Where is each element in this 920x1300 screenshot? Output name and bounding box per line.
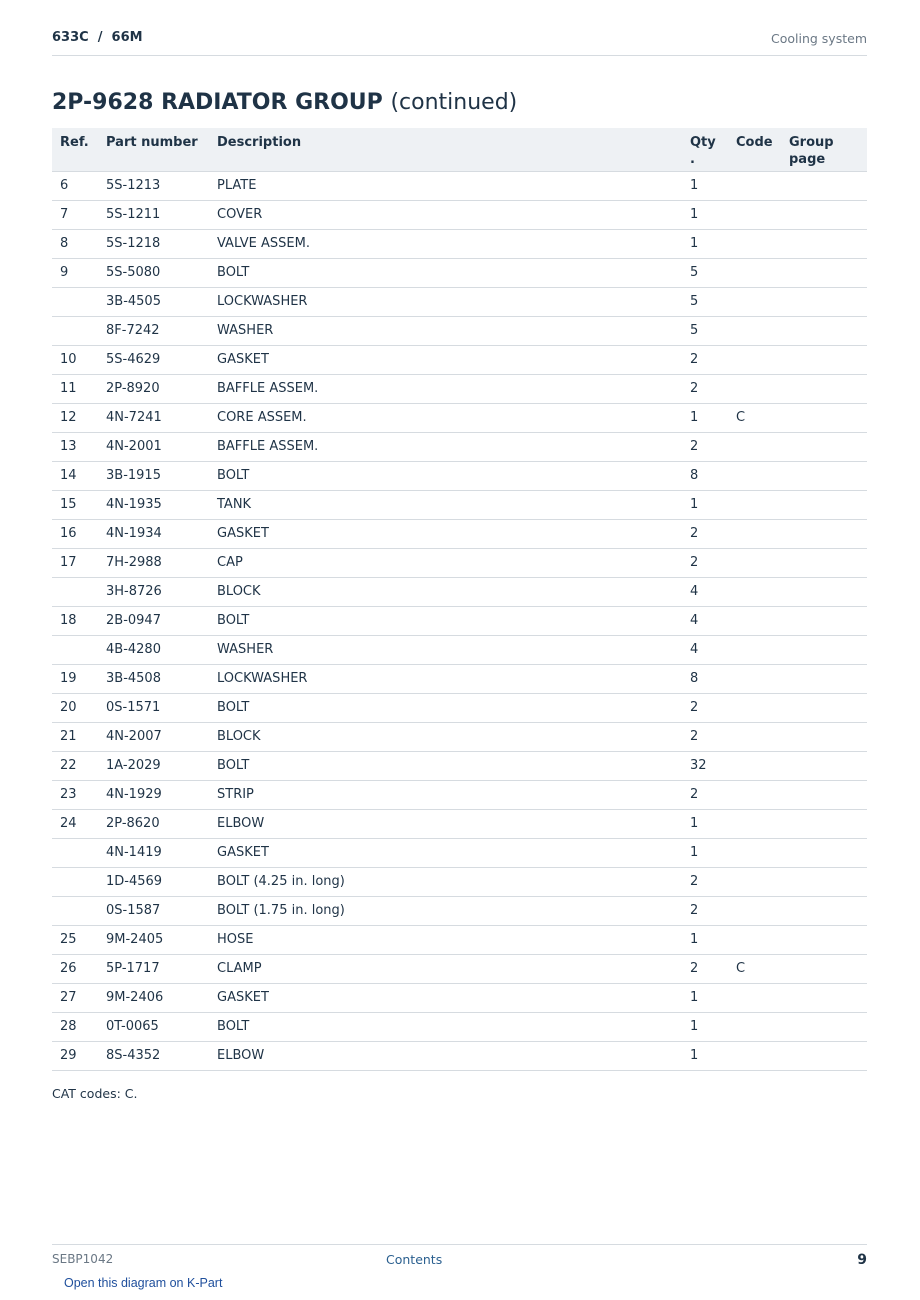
cell-description: BAFFLE ASSEM. xyxy=(209,374,682,403)
cell-ref: 10 xyxy=(52,345,98,374)
cell-qty: 1 xyxy=(682,983,728,1012)
cell-code xyxy=(728,577,781,606)
cell-code xyxy=(728,780,781,809)
cell-ref xyxy=(52,287,98,316)
cell-qty: 1 xyxy=(682,171,728,200)
cell-group-page xyxy=(781,316,867,345)
cell-part-number: 3B-4508 xyxy=(98,664,209,693)
cell-code xyxy=(728,809,781,838)
page-header xyxy=(52,26,867,56)
cell-part-number: 4N-7241 xyxy=(98,403,209,432)
cell-group-page xyxy=(781,461,867,490)
cell-ref: 14 xyxy=(52,461,98,490)
cell-ref: 20 xyxy=(52,693,98,722)
cell-part-number: 3B-4505 xyxy=(98,287,209,316)
table-row xyxy=(52,258,867,287)
cell-description: CAP xyxy=(209,548,682,577)
parts-table-body xyxy=(52,171,867,1070)
cell-ref: 19 xyxy=(52,664,98,693)
cell-qty: 2 xyxy=(682,374,728,403)
cell-code xyxy=(728,1012,781,1041)
cell-group-page xyxy=(781,780,867,809)
cell-code xyxy=(728,751,781,780)
cell-qty: 1 xyxy=(682,229,728,258)
cell-ref xyxy=(52,896,98,925)
cell-qty: 1 xyxy=(682,1012,728,1041)
cell-qty: 5 xyxy=(682,287,728,316)
cell-qty: 2 xyxy=(682,780,728,809)
cell-part-number: 5S-4629 xyxy=(98,345,209,374)
table-row xyxy=(52,345,867,374)
cell-description: BOLT xyxy=(209,258,682,287)
cell-description: BOLT xyxy=(209,461,682,490)
cell-part-number: 5S-1213 xyxy=(98,171,209,200)
cell-description: TANK xyxy=(209,490,682,519)
cell-group-page xyxy=(781,896,867,925)
table-row xyxy=(52,316,867,345)
table-row xyxy=(52,838,867,867)
col-header-description: Description xyxy=(209,128,682,171)
cell-group-page xyxy=(781,577,867,606)
cell-description: ELBOW xyxy=(209,809,682,838)
cell-group-page xyxy=(781,664,867,693)
cell-description: VALVE ASSEM. xyxy=(209,229,682,258)
cell-description: COVER xyxy=(209,200,682,229)
cell-group-page xyxy=(781,519,867,548)
cell-part-number: 8F-7242 xyxy=(98,316,209,345)
cell-code xyxy=(728,722,781,751)
cell-group-page xyxy=(781,432,867,461)
cell-part-number: 2P-8920 xyxy=(98,374,209,403)
document-id: SEBP1042 xyxy=(52,1252,114,1266)
cell-description: STRIP xyxy=(209,780,682,809)
cell-ref: 11 xyxy=(52,374,98,403)
cell-qty: 8 xyxy=(682,664,728,693)
cell-group-page xyxy=(781,345,867,374)
cell-description: GASKET xyxy=(209,345,682,374)
col-header-code: Code xyxy=(728,128,781,171)
cell-ref xyxy=(52,635,98,664)
cell-ref: 12 xyxy=(52,403,98,432)
cell-group-page xyxy=(781,1012,867,1041)
cell-code xyxy=(728,1041,781,1070)
cell-ref: 22 xyxy=(52,751,98,780)
col-header-qty xyxy=(682,128,728,171)
table-row xyxy=(52,432,867,461)
cell-part-number: 4B-4280 xyxy=(98,635,209,664)
page-title xyxy=(52,89,517,117)
cell-part-number: 8S-4352 xyxy=(98,1041,209,1070)
cell-code xyxy=(728,983,781,1012)
continued-label: (continued) xyxy=(390,90,518,115)
cell-qty: 1 xyxy=(682,490,728,519)
cell-code xyxy=(728,287,781,316)
cat-codes-note: CAT codes: C. xyxy=(52,1086,138,1101)
table-row xyxy=(52,983,867,1012)
cell-code xyxy=(728,896,781,925)
cell-part-number: 4N-1934 xyxy=(98,519,209,548)
cell-ref: 24 xyxy=(52,809,98,838)
cell-ref xyxy=(52,577,98,606)
table-row xyxy=(52,809,867,838)
cell-qty: 2 xyxy=(682,519,728,548)
cell-group-page xyxy=(781,693,867,722)
cell-description: GASKET xyxy=(209,519,682,548)
cell-qty: 2 xyxy=(682,954,728,983)
cell-code xyxy=(728,838,781,867)
cell-part-number: 5S-1211 xyxy=(98,200,209,229)
cell-qty: 5 xyxy=(682,316,728,345)
cell-description: WASHER xyxy=(209,635,682,664)
cell-ref: 13 xyxy=(52,432,98,461)
cell-part-number: 4N-1935 xyxy=(98,490,209,519)
cell-group-page xyxy=(781,722,867,751)
table-row xyxy=(52,374,867,403)
cell-description: BOLT xyxy=(209,693,682,722)
group-title: 2P-9628 RADIATOR GROUP xyxy=(52,90,383,115)
cell-code: C xyxy=(728,954,781,983)
table-row xyxy=(52,867,867,896)
cell-qty: 2 xyxy=(682,896,728,925)
cell-group-page xyxy=(781,809,867,838)
col-header-part-number: Part number xyxy=(98,128,209,171)
cell-ref: 18 xyxy=(52,606,98,635)
cell-group-page xyxy=(781,983,867,1012)
cell-qty: 2 xyxy=(682,432,728,461)
contents-link[interactable]: Contents xyxy=(386,1252,443,1267)
cell-ref: 26 xyxy=(52,954,98,983)
table-row xyxy=(52,171,867,200)
cell-ref: 9 xyxy=(52,258,98,287)
cell-part-number: 0S-1587 xyxy=(98,896,209,925)
cell-qty: 32 xyxy=(682,751,728,780)
cell-group-page xyxy=(781,954,867,983)
table-row xyxy=(52,1041,867,1070)
cell-description: PLATE xyxy=(209,171,682,200)
table-row xyxy=(52,954,867,983)
cell-code xyxy=(728,490,781,519)
cell-qty: 1 xyxy=(682,838,728,867)
cell-ref: 29 xyxy=(52,1041,98,1070)
footer-divider xyxy=(52,1244,867,1245)
cell-code xyxy=(728,519,781,548)
cell-code xyxy=(728,867,781,896)
table-row xyxy=(52,403,867,432)
cell-group-page xyxy=(781,925,867,954)
cell-group-page xyxy=(781,171,867,200)
cell-part-number: 1D-4569 xyxy=(98,867,209,896)
cell-code xyxy=(728,258,781,287)
table-row xyxy=(52,664,867,693)
cell-description: ELBOW xyxy=(209,1041,682,1070)
cell-ref: 28 xyxy=(52,1012,98,1041)
cell-description: GASKET xyxy=(209,983,682,1012)
table-header-row xyxy=(52,128,867,171)
cell-group-page xyxy=(781,229,867,258)
table-row xyxy=(52,635,867,664)
cell-part-number: 3H-8726 xyxy=(98,577,209,606)
cell-ref xyxy=(52,867,98,896)
cell-code xyxy=(728,548,781,577)
cell-description: CLAMP xyxy=(209,954,682,983)
cell-code xyxy=(728,316,781,345)
cell-code xyxy=(728,229,781,258)
cell-code xyxy=(728,345,781,374)
table-row xyxy=(52,722,867,751)
cell-qty: 5 xyxy=(682,258,728,287)
cell-description: GASKET xyxy=(209,838,682,867)
cell-ref: 17 xyxy=(52,548,98,577)
cell-part-number: 9M-2405 xyxy=(98,925,209,954)
cell-group-page xyxy=(781,548,867,577)
cell-ref: 21 xyxy=(52,722,98,751)
page-number: 9 xyxy=(857,1252,867,1268)
cell-group-page xyxy=(781,1041,867,1070)
table-row xyxy=(52,519,867,548)
table-row xyxy=(52,287,867,316)
table-row xyxy=(52,1012,867,1041)
cell-ref: 8 xyxy=(52,229,98,258)
cell-qty: 4 xyxy=(682,577,728,606)
cell-ref xyxy=(52,316,98,345)
cell-description: BOLT (4.25 in. long) xyxy=(209,867,682,896)
section-label: Cooling system xyxy=(771,31,867,46)
cell-group-page xyxy=(781,606,867,635)
cell-group-page xyxy=(781,258,867,287)
cell-code xyxy=(728,925,781,954)
cell-description: BAFFLE ASSEM. xyxy=(209,432,682,461)
cell-description: BOLT xyxy=(209,606,682,635)
cell-part-number: 4N-1929 xyxy=(98,780,209,809)
cell-ref xyxy=(52,838,98,867)
cell-part-number: 4N-2001 xyxy=(98,432,209,461)
open-kpart-link[interactable]: Open this diagram on K-Part xyxy=(64,1276,223,1290)
cell-part-number: 5P-1717 xyxy=(98,954,209,983)
cell-group-page xyxy=(781,635,867,664)
cell-ref: 6 xyxy=(52,171,98,200)
cell-part-number: 5S-1218 xyxy=(98,229,209,258)
cell-description: BLOCK xyxy=(209,722,682,751)
cell-code xyxy=(728,374,781,403)
cell-description: BOLT xyxy=(209,1012,682,1041)
cell-code xyxy=(728,664,781,693)
table-row xyxy=(52,751,867,780)
cell-part-number: 0T-0065 xyxy=(98,1012,209,1041)
table-row xyxy=(52,577,867,606)
table-row xyxy=(52,606,867,635)
col-header-ref: Ref. xyxy=(52,128,98,171)
cell-qty: 2 xyxy=(682,693,728,722)
cell-code xyxy=(728,171,781,200)
cell-part-number: 4N-2007 xyxy=(98,722,209,751)
cell-part-number: 2B-0947 xyxy=(98,606,209,635)
cell-part-number: 9M-2406 xyxy=(98,983,209,1012)
cell-code xyxy=(728,635,781,664)
cell-part-number: 5S-5080 xyxy=(98,258,209,287)
cell-qty: 1 xyxy=(682,809,728,838)
cell-code xyxy=(728,200,781,229)
cell-code xyxy=(728,606,781,635)
cell-part-number: 7H-2988 xyxy=(98,548,209,577)
table-row xyxy=(52,490,867,519)
cell-qty: 1 xyxy=(682,200,728,229)
cell-qty: 1 xyxy=(682,403,728,432)
cell-qty: 2 xyxy=(682,722,728,751)
col-header-qty-part: . xyxy=(690,152,695,167)
col-header-group-page: Group page xyxy=(781,128,867,171)
cell-code xyxy=(728,693,781,722)
cell-code: C xyxy=(728,403,781,432)
cell-ref: 25 xyxy=(52,925,98,954)
cell-description: LOCKWASHER xyxy=(209,287,682,316)
cell-part-number: 4N-1419 xyxy=(98,838,209,867)
cell-part-number: 1A-2029 xyxy=(98,751,209,780)
cell-qty: 4 xyxy=(682,606,728,635)
cell-group-page xyxy=(781,403,867,432)
cell-qty: 1 xyxy=(682,1041,728,1070)
cell-ref: 7 xyxy=(52,200,98,229)
cell-group-page xyxy=(781,490,867,519)
table-row xyxy=(52,693,867,722)
cell-description: HOSE xyxy=(209,925,682,954)
table-row xyxy=(52,896,867,925)
cell-ref: 15 xyxy=(52,490,98,519)
table-row xyxy=(52,229,867,258)
cell-description: BOLT xyxy=(209,751,682,780)
cell-code xyxy=(728,432,781,461)
parts-table xyxy=(52,128,867,1071)
cell-code xyxy=(728,461,781,490)
table-row xyxy=(52,925,867,954)
cell-group-page xyxy=(781,200,867,229)
cell-description: LOCKWASHER xyxy=(209,664,682,693)
cell-description: CORE ASSEM. xyxy=(209,403,682,432)
table-row xyxy=(52,780,867,809)
model-label: 633C / 66M xyxy=(52,30,143,45)
table-row xyxy=(52,461,867,490)
cell-description: BOLT (1.75 in. long) xyxy=(209,896,682,925)
table-row xyxy=(52,200,867,229)
cell-part-number: 3B-1915 xyxy=(98,461,209,490)
cell-group-page xyxy=(781,867,867,896)
cell-group-page xyxy=(781,838,867,867)
table-row xyxy=(52,548,867,577)
cell-description: WASHER xyxy=(209,316,682,345)
cell-ref: 27 xyxy=(52,983,98,1012)
cell-qty: 2 xyxy=(682,345,728,374)
cell-qty: 4 xyxy=(682,635,728,664)
cell-qty: 1 xyxy=(682,925,728,954)
cell-group-page xyxy=(781,751,867,780)
cell-part-number: 0S-1571 xyxy=(98,693,209,722)
cell-part-number: 2P-8620 xyxy=(98,809,209,838)
cell-qty: 2 xyxy=(682,548,728,577)
cell-qty: 2 xyxy=(682,867,728,896)
cell-ref: 16 xyxy=(52,519,98,548)
cell-description: BLOCK xyxy=(209,577,682,606)
cell-qty: 8 xyxy=(682,461,728,490)
cell-group-page xyxy=(781,374,867,403)
col-header-qty-part: Qty xyxy=(690,135,716,150)
cell-group-page xyxy=(781,287,867,316)
cell-ref: 23 xyxy=(52,780,98,809)
